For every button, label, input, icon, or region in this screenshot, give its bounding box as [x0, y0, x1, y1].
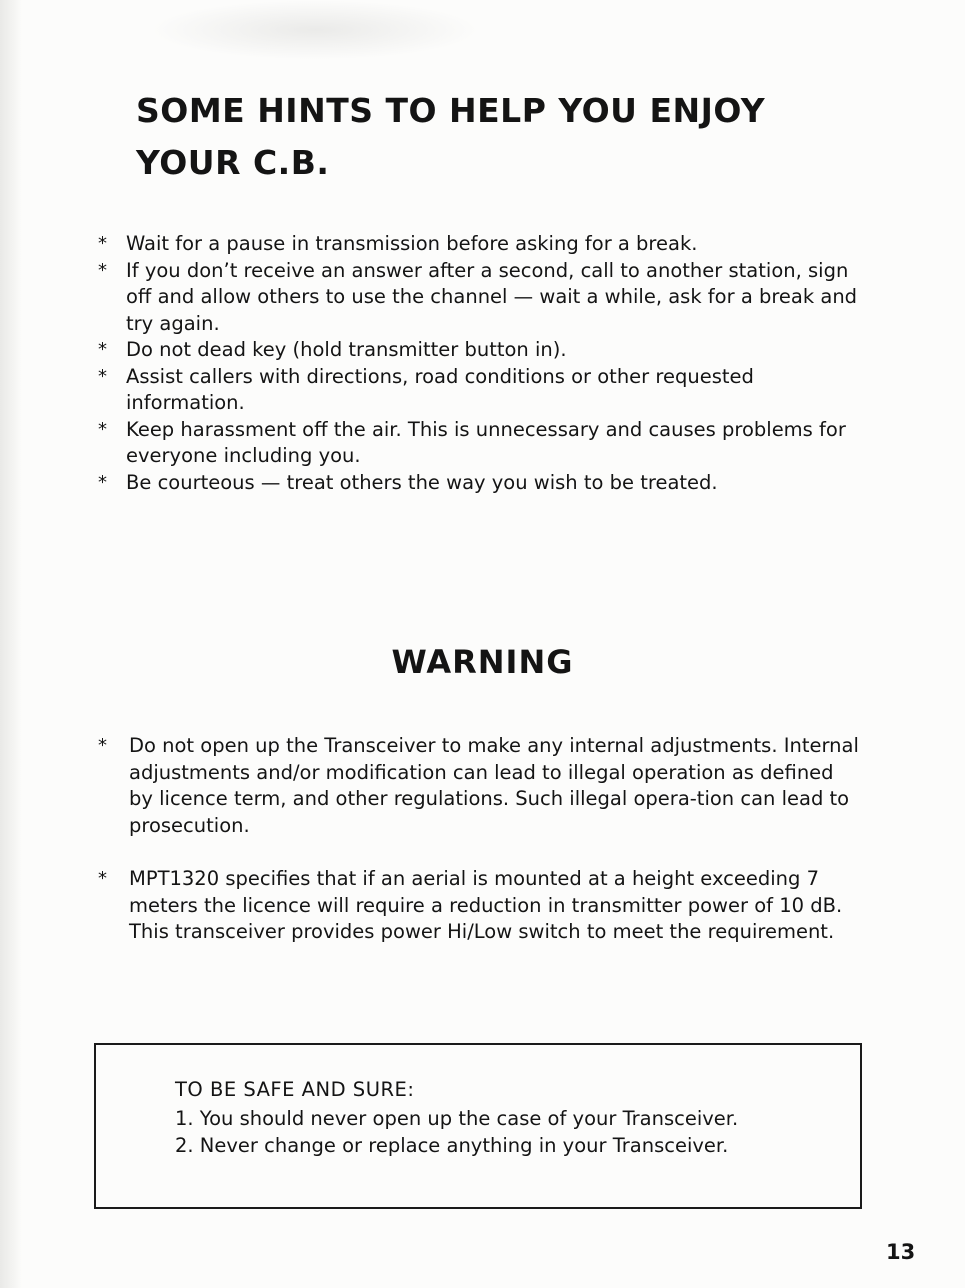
paper-stain: [150, 0, 480, 60]
hint-item: [98, 258, 858, 338]
page-number: 13: [886, 1240, 916, 1264]
warning-list: [98, 733, 863, 946]
hint-item: [98, 231, 858, 258]
warning-text: Do not open up the Transceiver to make any internal adjustments. Internal adjustments and/or modification can lead to illegal operation as defined by licence term, and other regulations. Such illegal opera-tion can lead to prosecution.: [129, 734, 859, 837]
warning-item: [98, 866, 863, 946]
warning-item: [98, 733, 863, 839]
hint-text: If you don’t receive an answer after a second, call to another station, sign off and allow others to use the channel — wait a while, ask for a break and try again.: [126, 258, 858, 335]
hint-item: [98, 337, 858, 364]
safety-item: 2. Never change or replace anything in your Transceiver.: [175, 1134, 729, 1157]
bullet-asterisk-icon: *: [98, 365, 107, 387]
hint-text: Assist callers with directions, road conditions or other requested information.: [126, 364, 754, 414]
bullet-asterisk-icon: *: [98, 233, 107, 254]
safety-box: [94, 1043, 862, 1209]
hint-text: Keep harassment off the air. This is unnecessary and causes problems for everyone including you.: [126, 417, 846, 467]
hint-text: Wait for a pause in transmission before asking for a break.: [126, 232, 698, 255]
safety-list: [175, 1105, 738, 1159]
bullet-asterisk-icon: *: [98, 735, 107, 756]
safety-heading: TO BE SAFE AND SURE:: [175, 1078, 415, 1101]
warning-heading: WARNING: [391, 643, 574, 681]
safety-item: 1. You should never open up the case of your Transceiver.: [175, 1107, 739, 1130]
hint-text: Do not dead key (hold transmitter button in).: [126, 338, 567, 361]
hint-text: Be courteous — treat others the way you wish to be treated.: [126, 470, 718, 494]
bullet-asterisk-icon: *: [98, 259, 107, 281]
hint-item: [98, 364, 858, 417]
bullet-asterisk-icon: *: [98, 471, 107, 493]
page-title: SOME HINTS TO HELP YOU ENJOY YOUR C.B.: [136, 91, 766, 182]
bullet-asterisk-icon: *: [98, 418, 107, 440]
hints-list: [98, 231, 858, 496]
bullet-asterisk-icon: *: [98, 868, 107, 889]
hint-item: [98, 470, 858, 497]
hint-item: [98, 417, 858, 470]
bullet-asterisk-icon: *: [98, 339, 107, 360]
warning-text: MPT1320 specifies that if an aerial is mounted at a height exceeding 7 meters the licence will require a reduction in transmitter power of 10 dB. This transceiver provides power Hi/Low switch to meet the requirement.: [129, 867, 843, 943]
